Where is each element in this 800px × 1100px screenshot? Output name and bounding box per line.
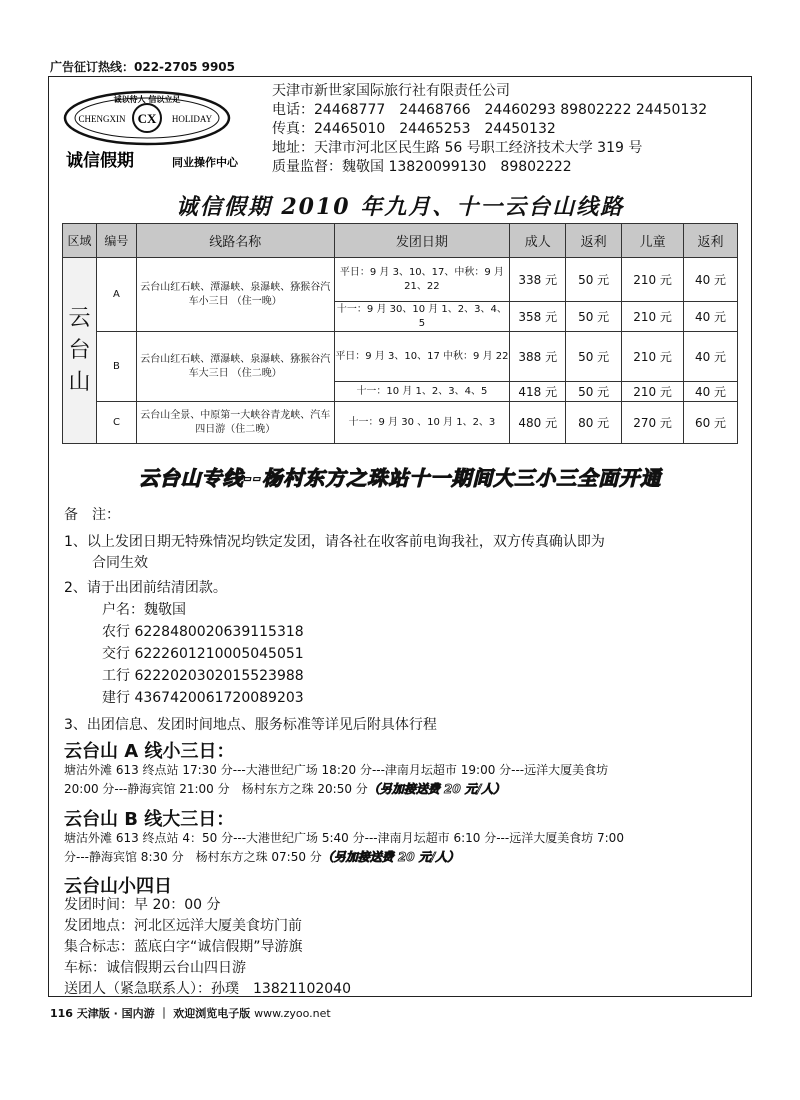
child-price: 270 元: [622, 402, 684, 444]
notes-title: 备 注：: [64, 507, 120, 523]
header-child: 儿童: [622, 224, 684, 258]
page-title: 诚信假期 2010 年九月、十一云台山线路: [175, 194, 625, 220]
line-a-line1: 塘沽外滩 613 终点站 17:30 分---大港世纪广场 18:20 分---津南月坛超市 19:00 分---远洋大厦美食坊: [64, 763, 609, 777]
child-rebate: 60 元: [684, 402, 738, 444]
four-day-title: 云台山小四日: [64, 876, 172, 897]
bank-bocom: 交行 6222601210005045051: [102, 646, 304, 662]
child-price: 210 元: [622, 258, 684, 302]
route-code: C: [96, 402, 136, 444]
company-phone: 电话：24468777 24468766 24460293 89802222 24450132: [272, 102, 708, 118]
ad-hotline: 广告征订热线：022-2705 9905: [50, 60, 236, 74]
bank-abc: 农行 6228480020639115318: [102, 624, 304, 640]
route-code: B: [96, 332, 136, 402]
line-a-title: 云台山 A 线小三日：: [64, 741, 235, 762]
route-name: 云台山红石峡、潭瀑峡、泉瀑峡、猕猴谷汽车小三日 （住一晚）: [136, 258, 334, 332]
line-a-schedule: [64, 761, 754, 799]
company-fax: 传真：24465010 24465253 24450132: [272, 121, 556, 137]
route-code: A: [96, 258, 136, 332]
child-rebate: 40 元: [684, 382, 738, 402]
depart-date: 十一：9 月 30 、10 月 1、2、3: [334, 402, 510, 444]
adult-rebate: 80 元: [566, 402, 622, 444]
adult-rebate: 50 元: [566, 302, 622, 332]
route-name: 云台山全景、中原第一大峡谷青龙峡、汽车四日游（住二晚）: [136, 402, 334, 444]
depart-date: 平日：9 月 3、10、17、中秋：9 月 21、22: [334, 258, 510, 302]
adult-price: 358 元: [510, 302, 566, 332]
child-price: 210 元: [622, 382, 684, 402]
depart-date: 平日：9 月 3、10、17 中秋：9 月 22: [334, 332, 510, 382]
note-1-cont: 合同生效: [92, 555, 148, 571]
note-2: 2、请于出团前结清团款。: [64, 580, 227, 596]
depart-date: 十一：9 月 30、10 月 1、2、3、4、5: [334, 302, 510, 332]
header-rebate-child: 返利: [684, 224, 738, 258]
child-price: 210 元: [622, 332, 684, 382]
header-code: 编号: [96, 224, 136, 258]
company-supervisor: 质量监督：魏敬国 13820099130 89802222: [272, 159, 572, 175]
header-rebate: 返利: [566, 224, 622, 258]
note-3: 3、出团信息、发团时间地点、服务标准等详见后附具体行程: [64, 717, 437, 733]
line-b-title: 云台山 B 线大三日：: [64, 809, 235, 830]
header-route-name: 线路名称: [136, 224, 334, 258]
adult-price: 418 元: [510, 382, 566, 402]
four-day-sign: 集合标志：蓝底白字“诚信假期”导游旗: [64, 939, 303, 955]
line-b-line1: 塘沽外滩 613 终点站 4：50 分---大港世纪广场 5:40 分---津南月坛超市 6:10 分---远洋大厦美食坊 7:00: [64, 831, 624, 845]
adult-rebate: 50 元: [566, 332, 622, 382]
footer-url: www.zyoo.net: [254, 1007, 331, 1020]
account-name: 户名：魏敬国: [102, 602, 186, 618]
logo-brand: 诚信假期: [66, 151, 134, 171]
four-day-time: 发团时间：早 20：00 分: [64, 897, 221, 913]
line-b-line2: 分---静海宾馆 8:30 分 杨村东方之珠 07:50 分: [64, 850, 322, 864]
adult-rebate: 50 元: [566, 382, 622, 402]
child-rebate: 40 元: [684, 302, 738, 332]
child-price: 210 元: [622, 302, 684, 332]
table-header-row: [63, 224, 738, 258]
adult-price: 480 元: [510, 402, 566, 444]
line-a-extra-fee: （另加接送费 20 元/人）: [367, 782, 506, 796]
region-cell: 云台山: [63, 258, 97, 444]
company-address: 地址：天津市河北区民生路 56 号职工经济技术大学 319 号: [272, 140, 643, 156]
route-name: 云台山红石峡、潭瀑峡、泉瀑峡、猕猴谷汽车大三日 （住二晚）: [136, 332, 334, 402]
logo-sub: 同业操作中心: [172, 156, 238, 169]
adult-price: 388 元: [510, 332, 566, 382]
logo-center: CX: [137, 111, 157, 126]
header-date: 发团日期: [334, 224, 510, 258]
notes-section: [64, 505, 754, 736]
logo-left-text: CHENGXIN: [78, 114, 126, 124]
four-day-place: 发团地点：河北区远洋大厦美食坊门前: [64, 918, 302, 934]
four-day-car: 车标：诚信假期云台山四日游: [64, 960, 246, 976]
bank-icbc: 工行 6222020302015523988: [102, 668, 304, 684]
header-adult: 成人: [510, 224, 566, 258]
route-table: [62, 223, 738, 444]
child-rebate: 40 元: [684, 332, 738, 382]
four-day-info: [64, 895, 351, 1000]
note-1: 1、以上发团日期无特殊情况均铁定发团，请各社在收客前电询我社，双方传真确认即为: [64, 534, 605, 550]
page-footer: [50, 1005, 331, 1021]
bank-ccb: 建行 4367420061720089203: [102, 690, 304, 706]
line-b-extra-fee: （另加接送费 20 元/人）: [321, 850, 460, 864]
logo-right-text: HOLIDAY: [171, 114, 213, 124]
company-name: 天津市新世家国际旅行社有限责任公司: [272, 83, 510, 99]
adult-rebate: 50 元: [566, 258, 622, 302]
footer-text: 116 天津版 · 国内游 ｜ 欢迎浏览电子版: [50, 1007, 255, 1020]
depart-date: 十一：10 月 1、2、3、4、5: [334, 382, 510, 402]
line-a-line2: 20:00 分---静海宾馆 21:00 分 杨村东方之珠 20:50 分: [64, 782, 368, 796]
header-region: 区域: [63, 224, 97, 258]
promo-banner: 云台山专线--杨村东方之珠站十一期间大三小三全面开通: [138, 466, 662, 490]
company-logo: [62, 88, 262, 178]
company-info: [272, 82, 707, 177]
child-rebate: 40 元: [684, 258, 738, 302]
table-row: [63, 402, 738, 444]
logo-ring-text: 诚以待人 信以立足: [113, 95, 181, 104]
adult-price: 338 元: [510, 258, 566, 302]
table-row: [63, 258, 738, 302]
four-day-contact: 送团人（紧急联系人）：孙璞 13821102040: [64, 981, 351, 997]
line-b-schedule: [64, 829, 754, 867]
table-row: [63, 332, 738, 382]
